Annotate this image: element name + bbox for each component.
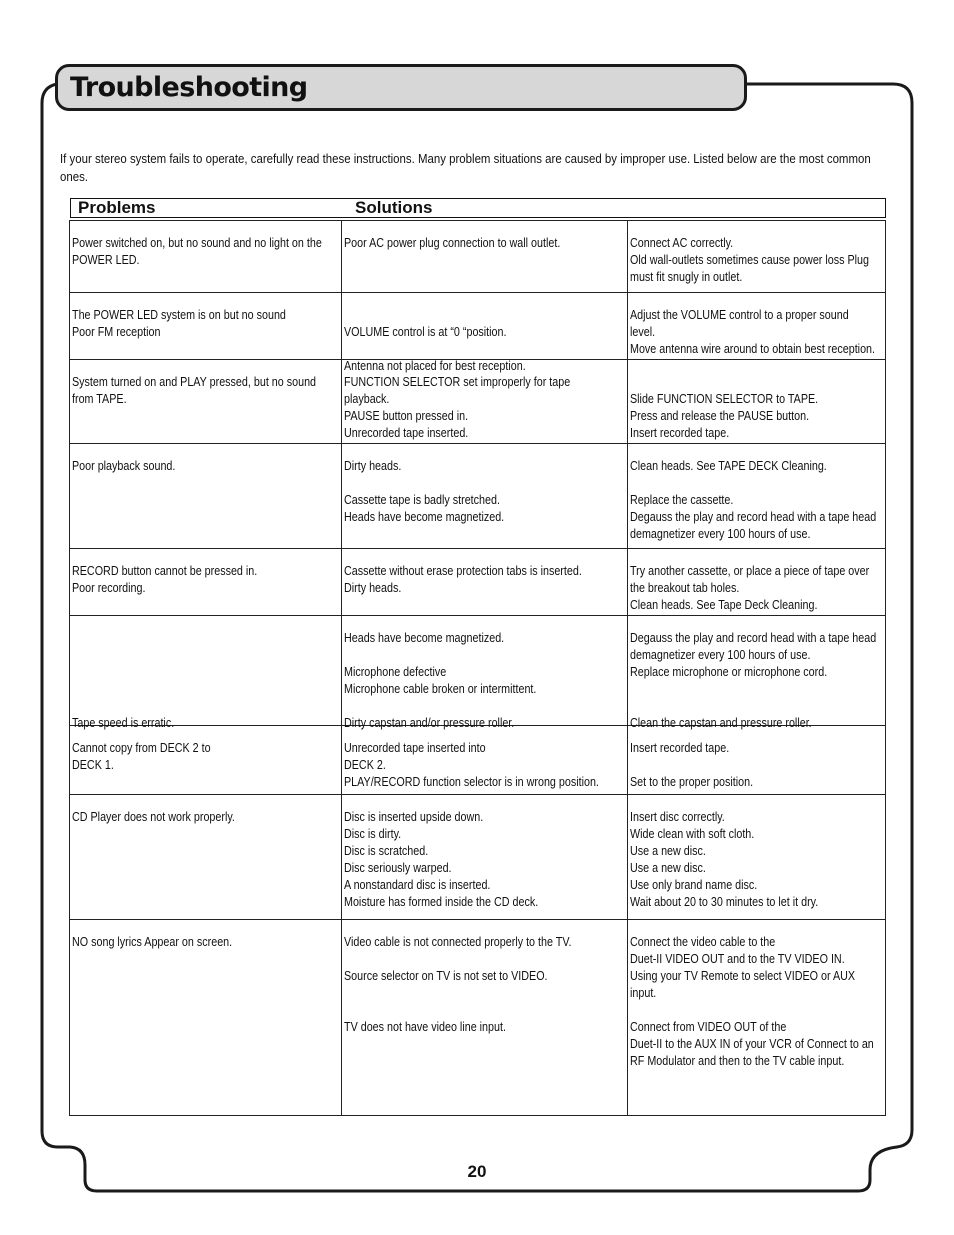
solution-line: Duet-II VIDEO OUT and to the TV VIDEO IN. <box>630 952 845 966</box>
cause-line: PAUSE button pressed in. <box>344 409 469 423</box>
problem-cell <box>70 293 342 360</box>
table-row <box>70 549 886 616</box>
cause-line: Microphone defective <box>344 665 447 679</box>
cause-line: Poor AC power plug connection to wall outlet. <box>344 236 561 250</box>
cause-line: Dirty heads. <box>344 459 402 473</box>
cause-line: Moisture has formed inside the CD deck. <box>344 895 539 909</box>
cause-cell <box>342 616 628 730</box>
table-header <box>70 198 886 218</box>
problem-cell <box>70 221 342 293</box>
cause-line: Disc is scratched. <box>344 844 429 858</box>
solution-line: Wait about 20 to 30 minutes to let it dry. <box>630 895 819 909</box>
solution-line: Try another cassette, or place a piece of tape over <box>630 564 870 578</box>
solution-line: Move antenna wire around to obtain best reception. <box>630 342 876 356</box>
solution-line: Clean the capstan and pressure roller. <box>630 716 812 730</box>
solution-line: must fit snugly in outlet. <box>630 270 743 284</box>
problem-line: The POWER LED system is on but no sound <box>72 308 286 322</box>
cause-line: DECK 2. <box>344 758 386 772</box>
cause-cell <box>342 221 628 293</box>
solution-line: Using your TV Remote to select VIDEO or AUX <box>630 969 856 983</box>
cause-line: Dirty heads. <box>344 581 402 595</box>
cause-line: Microphone cable broken or intermittent. <box>344 682 537 696</box>
troubleshooting-table <box>69 220 886 1116</box>
table-row <box>70 221 886 293</box>
cause-line: Cassette without erase protection tabs is inserted. <box>344 564 582 578</box>
problem-cell <box>70 444 342 549</box>
problem-line: Power switched on, but no sound and no light on the <box>72 236 322 250</box>
problem-line: CD Player does not work properly. <box>72 810 235 824</box>
page-title: Troubleshooting <box>70 72 308 103</box>
cause-line: PLAY/RECORD function selector is in wrong position. <box>344 775 599 789</box>
problem-cell <box>70 549 342 616</box>
solution-line: Duet-II to the AUX IN of your VCR of Connect to an <box>630 1037 874 1051</box>
cause-line: Disc is inserted upside down. <box>344 810 484 824</box>
solution-line: Adjust the VOLUME control to a proper sound <box>630 308 849 322</box>
cause-line: FUNCTION SELECTOR set improperly for tape <box>344 375 571 389</box>
cause-cell <box>342 920 628 1116</box>
solution-line: input. <box>630 986 657 1000</box>
cause-line: Disc is dirty. <box>344 827 402 841</box>
cause-line: Antenna not placed for best reception. <box>344 359 526 373</box>
problem-cell <box>70 795 342 920</box>
solution-line: Connect the video cable to the <box>630 935 776 949</box>
cause-line: Source selector on TV is not set to VIDEO. <box>344 969 548 983</box>
cause-cell <box>342 293 628 373</box>
solution-line: Replace microphone or microphone cord. <box>630 665 828 679</box>
cause-line: Heads have become magnetized. <box>344 631 505 645</box>
solution-line: Clean heads. See Tape Deck Cleaning. <box>630 598 818 612</box>
problem-line: NO song lyrics Appear on screen. <box>72 935 233 949</box>
problem-cell <box>70 360 342 444</box>
solution-line: Use only brand name disc. <box>630 878 758 892</box>
solution-line: Replace the cassette. <box>630 493 734 507</box>
problem-cell <box>70 616 342 730</box>
cause-line: TV does not have video line input. <box>344 1020 506 1034</box>
cause-line: Disc seriously warped. <box>344 861 452 875</box>
solution-line: Wide clean with soft cloth. <box>630 827 755 841</box>
solution-cell <box>628 293 886 360</box>
cause-line: playback. <box>344 392 390 406</box>
table-row <box>70 920 886 1116</box>
problem-line: POWER LED. <box>72 253 140 267</box>
solution-line: Connect AC correctly. <box>630 236 734 250</box>
solution-line: level. <box>630 325 656 339</box>
problem-line: Poor FM reception <box>72 325 161 339</box>
solution-line: demagnetizer every 100 hours of use. <box>630 527 811 541</box>
solution-line: Use a new disc. <box>630 844 706 858</box>
table-row <box>70 444 886 549</box>
solution-line: Old wall-outlets sometimes cause power loss Plug <box>630 253 869 267</box>
solution-cell <box>628 726 886 795</box>
cause-line: Unrecorded tape inserted into <box>344 741 486 755</box>
solution-line: Insert disc correctly. <box>630 810 725 824</box>
solution-cell <box>628 549 886 616</box>
solution-cell <box>628 920 886 1116</box>
solution-line: Press and release the PAUSE button. <box>630 409 810 423</box>
problem-line: RECORD button cannot be pressed in. <box>72 564 258 578</box>
solution-line: the breakout tab holes. <box>630 581 740 595</box>
solution-line: demagnetizer every 100 hours of use. <box>630 648 811 662</box>
problems-header: Problems <box>78 198 156 217</box>
solution-line: Insert recorded tape. <box>630 426 730 440</box>
cause-line: Video cable is not connected properly to the TV. <box>344 935 572 949</box>
cause-cell <box>342 795 628 920</box>
solution-cell <box>628 795 886 920</box>
cause-line: A nonstandard disc is inserted. <box>344 878 491 892</box>
problem-line: Poor recording. <box>72 581 146 595</box>
solution-line: Connect from VIDEO OUT of the <box>630 1020 787 1034</box>
cause-line: Heads have become magnetized. <box>344 510 505 524</box>
solution-line: Degauss the play and record head with a tape head <box>630 510 877 524</box>
solution-cell <box>628 221 886 293</box>
solution-line: Slide FUNCTION SELECTOR to TAPE. <box>630 392 819 406</box>
table-row <box>70 293 886 360</box>
title-tab <box>55 64 747 111</box>
page-number: 20 <box>467 1162 487 1181</box>
table-row <box>70 726 886 795</box>
solution-cell <box>628 616 886 730</box>
solution-line: Degauss the play and record head with a tape head <box>630 631 877 645</box>
cause-line: Cassette tape is badly stretched. <box>344 493 500 507</box>
cause-cell <box>342 726 628 795</box>
cause-line: VOLUME control is at “0 “position. <box>344 325 507 339</box>
intro-text: If your stereo system fails to operate, carefully read these instructions. Many problem situations are caused by improper use. Listed below are the most common ones. <box>60 151 871 184</box>
cause-cell <box>342 444 628 549</box>
solution-cell <box>628 444 886 549</box>
problem-line: Cannot copy from DECK 2 to <box>72 741 211 755</box>
solution-line: Clean heads. See TAPE DECK Cleaning. <box>630 459 827 473</box>
solution-line: Insert recorded tape. <box>630 741 730 755</box>
cause-line: Dirty capstan and/or pressure roller. <box>344 716 515 730</box>
problem-line: Poor playback sound. <box>72 459 176 473</box>
problem-cell <box>70 726 342 795</box>
solution-cell <box>628 360 886 444</box>
problem-cell <box>70 920 342 1116</box>
problem-line: from TAPE. <box>72 392 127 406</box>
problem-line: Tape speed is erratic. <box>72 716 175 730</box>
solution-line: RF Modulator and then to the TV cable input. <box>630 1054 845 1068</box>
cause-cell <box>342 549 628 616</box>
table-row <box>70 795 886 920</box>
cause-line: Unrecorded tape inserted. <box>344 426 469 440</box>
table-row <box>70 616 886 726</box>
problem-line: DECK 1. <box>72 758 114 772</box>
problem-line: System turned on and PLAY pressed, but no sound <box>72 375 317 389</box>
solutions-header: Solutions <box>355 198 433 217</box>
solution-line: Use a new disc. <box>630 861 706 875</box>
solution-line: Set to the proper position. <box>630 775 754 789</box>
